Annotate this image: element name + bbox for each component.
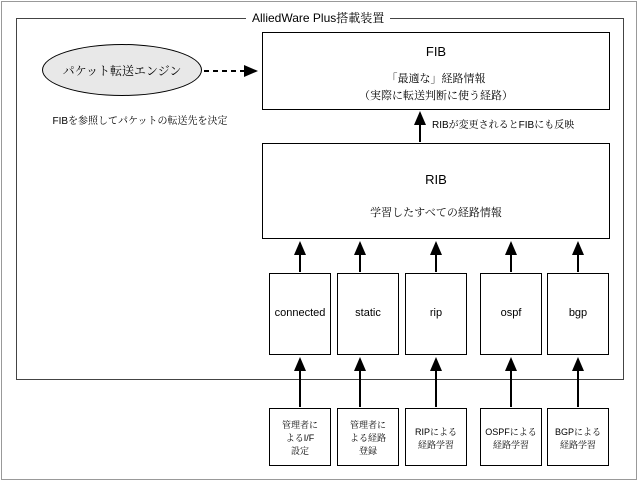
rib-description: 学習したすべての経路情報 (370, 207, 502, 219)
rib-box (262, 143, 610, 239)
source-box-ospf-learning (480, 408, 542, 466)
protocol-label: connected (274, 307, 326, 319)
fib-description-line-2: （実際に転送判断に使う経路） (359, 90, 513, 102)
source-line: 管理者に (281, 420, 318, 430)
source-line: 設定 (290, 446, 309, 456)
protocol-label: rip (429, 307, 443, 319)
source-line: よる経路 (349, 433, 386, 443)
packet-forwarding-engine (42, 44, 202, 96)
protocol-box-static (337, 273, 399, 355)
source-line: BGPによる (554, 427, 601, 437)
rib-title: RIB (425, 172, 447, 187)
packet-forwarding-engine-caption: FIBを参照してパケットの転送先を決定 (52, 116, 228, 127)
source-line: よるI/F (285, 433, 315, 443)
protocol-box-connected (269, 273, 331, 355)
protocol-box-ospf (480, 273, 542, 355)
device-group-title: AlliedWare Plus搭載装置 (246, 10, 390, 26)
source-box-static-route-config (337, 408, 399, 466)
source-line: OSPFによる (485, 427, 537, 437)
fib-box (262, 32, 610, 110)
protocol-box-bgp (547, 273, 609, 355)
packet-forwarding-engine-label: パケット転送エンジン (62, 64, 182, 78)
source-line: 経路学習 (492, 440, 529, 450)
source-line: 経路学習 (559, 440, 596, 450)
source-box-rip-learning (405, 408, 467, 466)
source-box-bgp-learning (547, 408, 609, 466)
protocol-label: static (355, 307, 381, 319)
fib-description-line-1: 「最適な」経路情報 (386, 73, 486, 85)
protocol-box-rip (405, 273, 467, 355)
protocol-label: bgp (568, 307, 588, 319)
source-line: RIPによる (414, 427, 457, 437)
protocol-label: ospf (500, 307, 522, 319)
source-box-interface-config (269, 408, 331, 466)
fib-title: FIB (425, 44, 447, 59)
source-line: 経路学習 (417, 440, 454, 450)
source-line: 管理者に (349, 420, 386, 430)
rib-to-fib-note: RIBが変更されるとFIBにも反映 (432, 120, 575, 131)
source-line: 登録 (358, 446, 377, 456)
